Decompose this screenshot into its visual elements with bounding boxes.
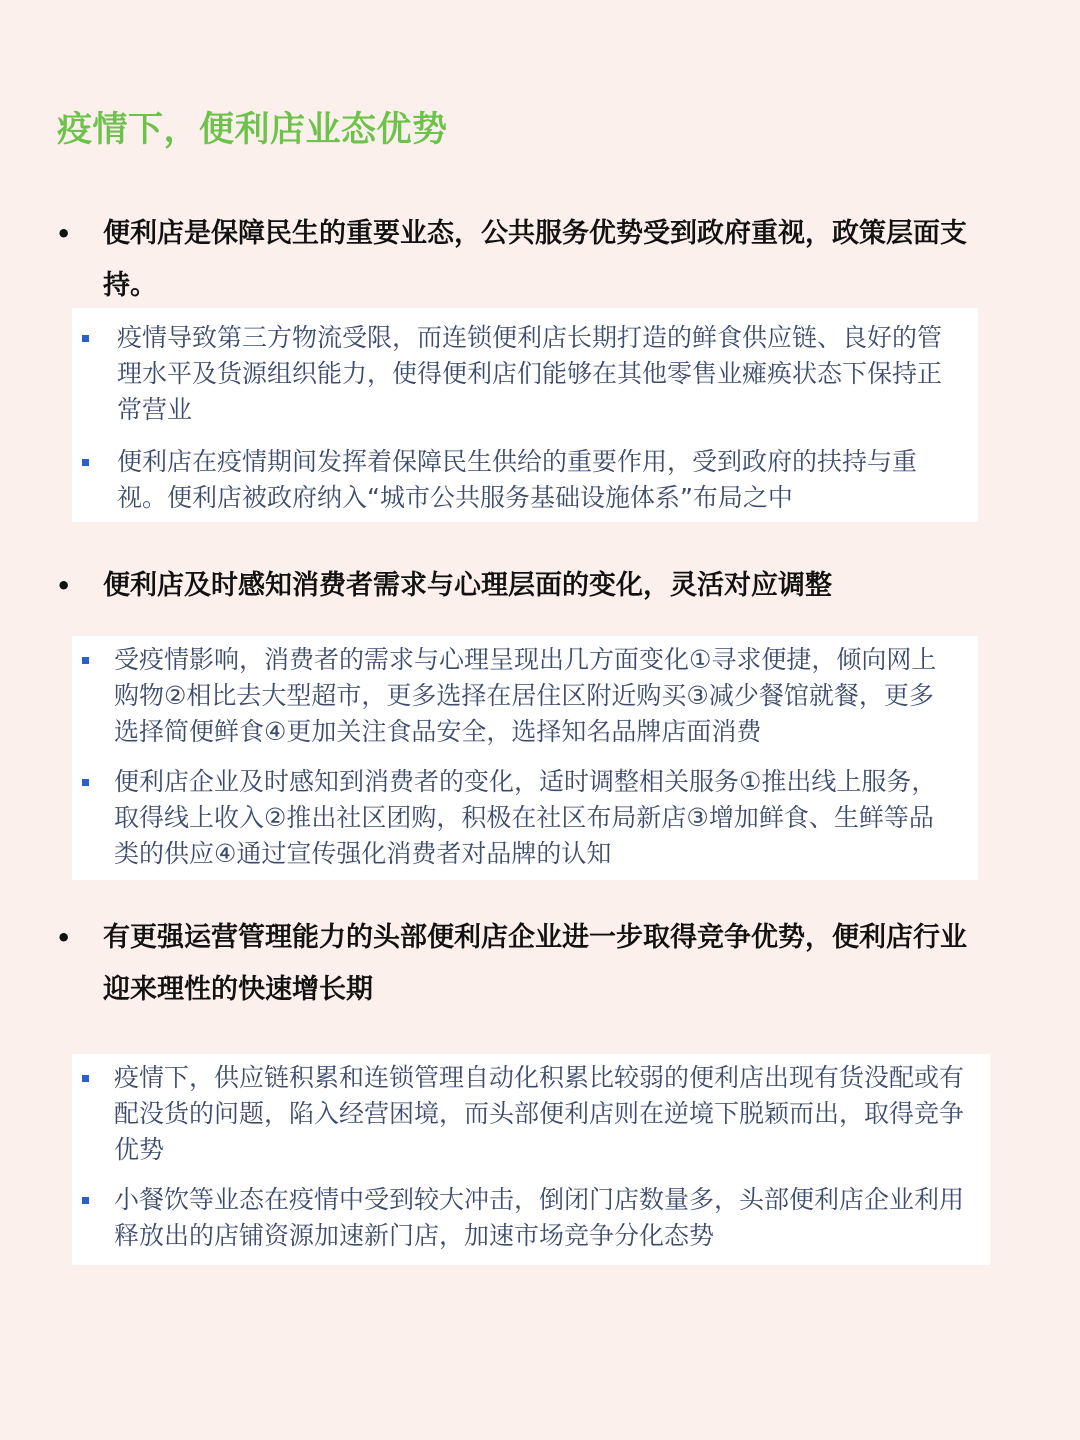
section-heading-text: 便利店是保障民生的重要业态，公共服务优势受到政府重视，政策层面支持。 bbox=[103, 218, 967, 301]
list-item bbox=[72, 320, 964, 428]
square-bullet-icon bbox=[82, 1197, 89, 1204]
page-title: 疫情下，便利店业态优势 bbox=[57, 110, 448, 150]
bullet-dot-icon: • bbox=[56, 572, 72, 600]
list-item-text: 便利店企业及时感知到消费者的变化，适时调整相关服务①推出线上服务，取得线上收入②推出社区团购，积极在社区布局新店③增加鲜食、生鲜等品类的供应④通过宣传强化消费者对品牌的认知 bbox=[114, 767, 937, 868]
list-item-text: 受疫情影响，消费者的需求与心理呈现出几方面变化①寻求便捷，倾向网上购物②相比去大型超市，更多选择在居住区附近购买③减少餐馆就餐，更多选择简便鲜食④更加关注食品安全，选择知名品牌店面消费 bbox=[114, 645, 937, 746]
section-heading bbox=[0, 208, 1080, 312]
section-2 bbox=[0, 560, 1080, 612]
square-bullet-icon bbox=[82, 335, 89, 342]
section-2-details bbox=[72, 636, 978, 880]
list-item-text: 疫情导致第三方物流受限，而连锁便利店长期打造的鲜食供应链、良好的管理水平及货源组织能力，使得便利店们能够在其他零售业瘫痪状态下保持正常营业 bbox=[117, 323, 943, 424]
section-heading-text: 便利店及时感知消费者需求与心理层面的变化，灵活对应调整 bbox=[103, 570, 832, 601]
section-1 bbox=[0, 208, 1080, 312]
bullet-dot-icon: • bbox=[56, 924, 72, 952]
section-heading bbox=[0, 912, 1080, 1016]
section-heading bbox=[0, 560, 1080, 612]
bullet-dot-icon: • bbox=[56, 220, 72, 248]
square-bullet-icon bbox=[82, 459, 89, 466]
list-item-text: 疫情下，供应链积累和连锁管理自动化积累比较弱的便利店出现有货没配或有配没货的问题，陷入经营困境，而头部便利店则在逆境下脱颖而出，取得竞争优势 bbox=[114, 1063, 965, 1164]
list-item-text: 小餐饮等业态在疫情中受到较大冲击，倒闭门店数量多，头部便利店企业利用释放出的店铺资源加速新门店，加速市场竞争分化态势 bbox=[114, 1185, 965, 1250]
list-item bbox=[72, 1182, 984, 1254]
square-bullet-icon bbox=[82, 1075, 89, 1082]
list-item-text: 便利店在疫情期间发挥着保障民生供给的重要作用，受到政府的扶持与重视。便利店被政府纳入“城市公共服务基础设施体系”布局之中 bbox=[117, 447, 918, 512]
list-item bbox=[72, 764, 954, 872]
list-item bbox=[72, 444, 964, 516]
section-3 bbox=[0, 912, 1080, 1016]
section-heading-text: 有更强运营管理能力的头部便利店企业进一步取得竞争优势，便利店行业迎来理性的快速增长期 bbox=[103, 922, 967, 1005]
square-bullet-icon bbox=[82, 657, 89, 664]
section-1-details bbox=[72, 308, 978, 522]
section-3-details bbox=[72, 1054, 990, 1265]
square-bullet-icon bbox=[82, 779, 89, 786]
list-item bbox=[72, 1060, 984, 1168]
list-item bbox=[72, 642, 954, 750]
